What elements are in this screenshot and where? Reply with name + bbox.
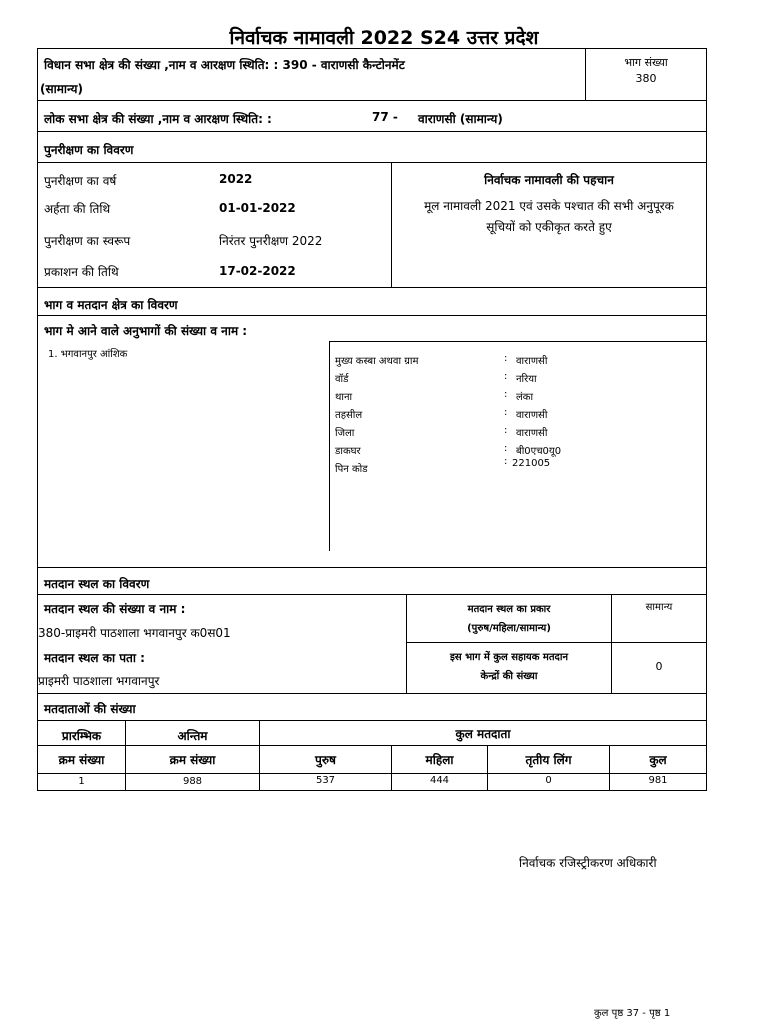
part-number-value: 380 [635,72,657,85]
rule [37,745,707,746]
address-box-left [329,341,330,551]
page-title: निर्वाचक नामावली 2022 S24 उत्तर प्रदेश [229,27,539,49]
address-value-postoffice: बी0एच0यू0 [516,446,562,457]
female-value: 444 [429,775,450,786]
end-serial-value: 988 [182,776,203,787]
voters-heading: मतदाताओं की संख्या [44,702,136,716]
end-header-2: क्रम संख्या [169,753,216,767]
station-value: 380-प्राइमरी पाठशाला भगवानपुर क0स01 [38,626,231,640]
station-type-label-2: (पुरुष/महिला/सामान्य) [467,623,551,634]
start-header-2: क्रम संख्या [58,753,105,767]
qualifying-date-value: 01-01-2022 [219,201,296,215]
total-voters-header: कुल मतदाता [455,727,511,741]
address-value-district: वाराणसी [516,428,548,439]
station-address-value: प्राइमरी पाठशाला भगवानपुर [38,674,160,688]
station-type-value: सामान्य [645,602,673,613]
address-sep: : [504,353,508,364]
address-label-district: जिला [335,428,355,439]
rule [37,315,707,316]
address-label-pincode: पिन कोड [335,464,368,475]
rule [37,162,707,163]
third-gender-value: 0 [545,775,552,786]
address-sep: : [504,443,508,454]
part-number-label: भाग संख्या [624,56,668,69]
publication-date-label: प्रकाशन की तिथि [44,265,119,279]
address-sep: : [504,425,508,436]
rule [37,693,707,694]
roll-identity-line-1: मूल नामावली 2021 एवं उसके पश्चात की सभी अनुपूरक [424,199,674,213]
address-value-town: वाराणसी [516,356,548,367]
subpart-item: 1. भगवानपुर आंशिक [48,349,128,360]
rule [37,790,707,791]
address-value-police: लंका [516,392,534,403]
address-value-pincode: 221005 [512,458,551,469]
address-sep: : [504,456,508,467]
aux-centres-label-1: इस भाग में कुल सहायक मतदान [449,652,569,663]
rule [37,773,707,774]
assembly-suffix: (सामान्य) [40,82,83,96]
sum-header: कुल [649,753,667,767]
publication-date-value: 17-02-2022 [219,264,296,278]
rule [37,100,707,101]
qualifying-date-label: अर्हता की तिथि [44,202,111,216]
revision-type-label: पुनरीक्षण का स्वरूप [44,234,131,248]
rule [37,287,707,288]
third-gender-header: तृतीय लिंग [525,753,572,767]
page-footer: कुल पृष्ठ 37 - पृष्ठ 1 [594,1008,671,1019]
loksabha-label: लोक सभा क्षेत्र की संख्या ,नाम व आरक्षण स्थिति: : [44,112,272,126]
address-label-ward: वॉर्ड [335,374,349,385]
male-header: पुरुष [315,753,336,767]
aux-centres-label-2: केन्द्रों की संख्या [480,671,538,682]
rule [37,567,707,568]
roll-identity-line-2: सूचियों को एकीकृत करते हुए [486,220,612,234]
frame-right-border [706,48,707,791]
loksabha-number: 77 - [372,110,398,124]
sum-value: 981 [648,775,668,786]
rule [37,131,707,132]
address-label-tehsil: तहसील [335,410,363,421]
rule [37,720,707,721]
roll-identity-heading: निर्वाचक नामावली की पहचान [484,173,614,187]
station-label: मतदान स्थल की संख्या व नाम : [44,602,186,616]
revision-year-label: पुनरीक्षण का वर्ष [44,174,117,188]
section-heading: भाग व मतदान क्षेत्र का विवरण [44,298,178,312]
revision-heading: पुनरीक्षण का विवरण [44,143,134,157]
female-header: महिला [425,753,454,767]
address-label-town: मुख्य कस्बा अथवा ग्राम [335,356,419,367]
polling-inner-rule [406,642,706,643]
address-box-top [329,341,706,342]
start-serial-value: 1 [78,776,85,787]
address-label-postoffice: डाकघर [335,446,361,457]
address-value-ward: नरिया [516,374,537,385]
address-label-police: थाना [335,392,353,403]
address-sep: : [504,371,508,382]
male-value: 537 [315,775,336,786]
end-header-1: अन्तिम [177,729,208,743]
rule [37,594,707,595]
station-address-label: मतदान स्थल का पता : [44,651,145,665]
polling-heading: मतदान स्थल का विवरण [44,577,150,591]
revision-type-value: निरंतर पुनरीक्षण 2022 [219,234,323,248]
aux-centres-value: 0 [655,660,663,673]
assembly-label: विधान सभा क्षेत्र की संख्या ,नाम व आरक्षण स्थिति: : 390 - वाराणसी कैन्टोनमेंट [44,58,405,72]
loksabha-name: वाराणसी (सामान्य) [418,112,503,126]
address-sep: : [504,407,508,418]
registration-officer: निर्वाचक रजिस्ट्रीकरण अधिकारी [519,856,657,870]
station-type-label-1: मतदान स्थल का प्रकार [467,604,551,615]
revision-year-value: 2022 [219,172,253,186]
subparts-label: भाग मे आने वाले अनुभागों की संख्या व नाम : [44,324,248,338]
address-value-tehsil: वाराणसी [516,410,548,421]
rule [37,48,707,49]
start-header-1: प्रारम्भिक [61,729,102,743]
address-sep: : [504,389,508,400]
